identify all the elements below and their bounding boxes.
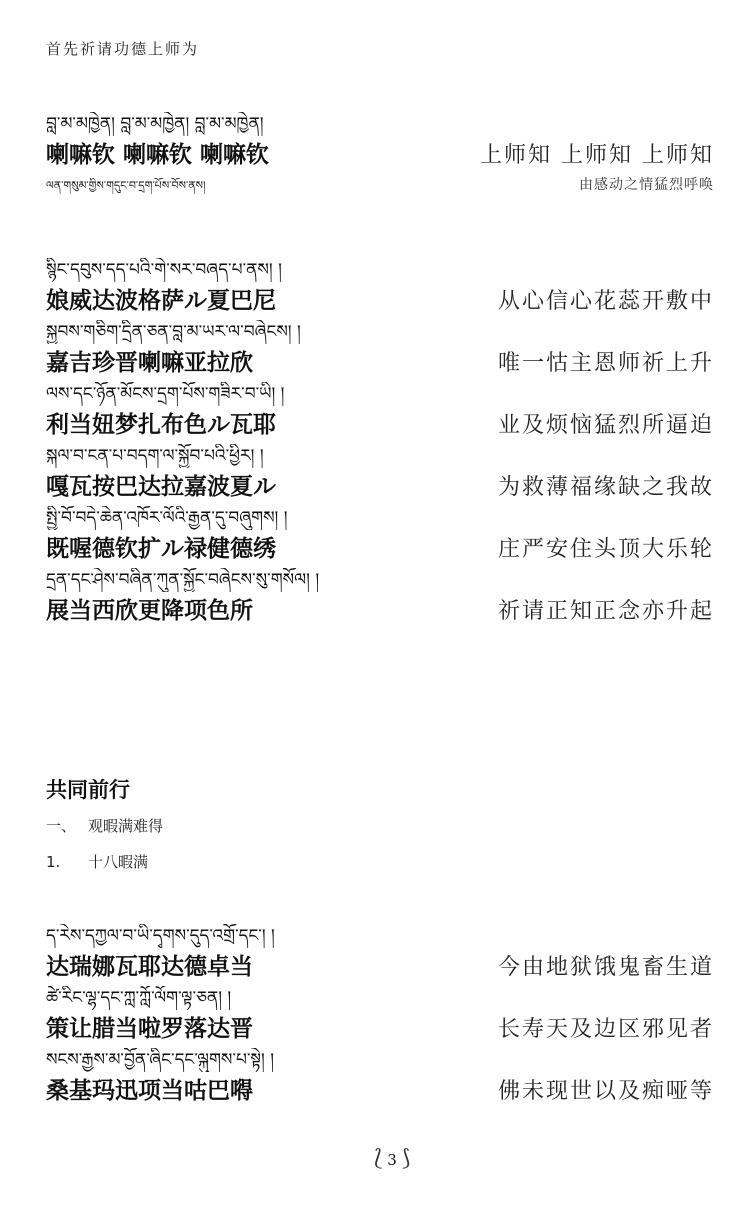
subheading-number: 1. xyxy=(46,853,61,871)
verse-translation: 从心信心花蕊开敷中 xyxy=(497,289,714,314)
section-title: 共同前行 xyxy=(46,778,130,802)
verse-translation: 长寿天及边区邪见者 xyxy=(497,1017,714,1042)
verse-tibetan: སྤྱི་བོ་བདེ་ཆེན་འཁོར་ལོའི་རྒྱན་དུ་བཞུགས། ། xyxy=(46,508,288,528)
invocation-tibetan: བླ་མ་མཁྱེན། བླ་མ་མཁྱེན། བླ་མ་མཁྱེན། xyxy=(46,114,264,134)
verse-translation: 为救薄福缘缺之我故 xyxy=(497,475,714,500)
verse-phonetic: 达瑞娜瓦耶达德卓当 xyxy=(46,954,253,980)
verse-translation: 唯一怙主恩师祈上升 xyxy=(497,351,714,376)
verse-tibetan: ད་རེས་དཀྱལ་བ་ཡི་དྭགས་དུད་འགྲོ་དང་། ། xyxy=(46,926,275,946)
verse-block-2 xyxy=(46,924,714,1110)
verse-phonetic: 娘威达波格萨ル夏巴尼 xyxy=(46,288,276,314)
invocation-phonetic: 喇嘛钦 喇嘛钦 喇嘛钦 xyxy=(46,142,270,168)
invocation-note-chinese: 由感动之情猛烈呼唤 xyxy=(579,177,714,193)
subheading-1 xyxy=(46,815,163,836)
subheading-2 xyxy=(46,851,148,872)
verse-phonetic: 嘉吉珍晋喇嘛亚拉欣 xyxy=(46,350,253,376)
subheading-text: 观暇满难得 xyxy=(88,817,164,835)
verse-row xyxy=(46,344,714,382)
verse-translation: 祈请正知正念亦升起 xyxy=(497,599,714,624)
verse-row xyxy=(46,530,714,568)
verse-phonetic: 策让腊当啦罗落达晋 xyxy=(46,1016,253,1042)
intro-text: 首先祈请功德上师为 xyxy=(46,40,200,58)
verse-row xyxy=(46,592,714,630)
verse-tibetan: དྲན་དང་ཤེས་བཞིན་ཀུན་སྐྱོང་བཞེངས་སུ་གསོལ། ། xyxy=(46,570,320,590)
verse-tibetan: ལས་དང་ཉོན་མོངས་དྲག་པོས་གཟིར་བ་ཡི། ། xyxy=(46,384,285,404)
verse-row xyxy=(46,1072,714,1110)
verse-row xyxy=(46,406,714,444)
verse-translation: 今由地狱饿鬼畜生道 xyxy=(497,955,714,980)
right-curl-ornament: ⟆ xyxy=(401,1146,411,1171)
page-number-value: 3 xyxy=(387,1151,397,1169)
verse-tibetan: སྐལ་བ་ངན་པ་བདག་ལ་སྐྱོབ་པའི་ཕྱིར། ། xyxy=(46,446,264,466)
invocation-note-row xyxy=(46,174,714,194)
invocation-note-tibetan: ལན་གསུམ་གྱིས་གདུང་བ་དྲག་པོས་བོས་ནས། xyxy=(46,179,206,192)
verse-tibetan: ཚེ་རིང་ལྷ་དང་ཀླ་ཀློ་ལོག་ལྟ་ཅན། ། xyxy=(46,988,232,1008)
verse-block-1 xyxy=(46,258,714,630)
subheading-number: 一、 xyxy=(46,817,77,835)
verse-row xyxy=(46,948,714,986)
verse-row xyxy=(46,468,714,506)
verse-translation: 佛未现世以及痴哑等 xyxy=(497,1079,714,1104)
invocation-row xyxy=(46,136,714,174)
invocation-block xyxy=(46,112,714,194)
verse-row xyxy=(46,282,714,320)
verse-tibetan: སངས་རྒྱས་མ་བྱོན་ཞིང་དང་ལྐུགས་པ་སྟེ། ། xyxy=(46,1050,275,1070)
subheading-text: 十八暇满 xyxy=(88,853,149,871)
left-curl-ornament: ⟅ xyxy=(373,1146,383,1171)
verse-translation: 庄严安住头顶大乐轮 xyxy=(497,537,714,562)
page-number xyxy=(362,1146,422,1171)
verse-phonetic: 展当西欣更降项色所 xyxy=(46,598,253,624)
invocation-translation: 上师知 上师知 上师知 xyxy=(480,143,714,168)
verse-translation: 业及烦恼猛烈所逼迫 xyxy=(497,413,714,438)
verse-phonetic: 利当妞梦扎布色ル瓦耶 xyxy=(46,412,276,438)
verse-phonetic: 嘎瓦按巴达拉嘉波夏ル xyxy=(46,474,276,500)
verse-row xyxy=(46,1010,714,1048)
verse-phonetic: 桑基玛迅项当咕巴嘚 xyxy=(46,1078,253,1104)
verse-tibetan: སྙིང་དབུས་དད་པའི་གེ་སར་བཞད་པ་ནས། ། xyxy=(46,260,282,280)
verse-tibetan: སྐྱབས་གཅིག་དྲིན་ཅན་བླ་མ་ཡར་ལ་བཞེངས། ། xyxy=(46,322,301,342)
verse-phonetic: 既喔德钦扩ル禄健德绣 xyxy=(46,536,276,562)
